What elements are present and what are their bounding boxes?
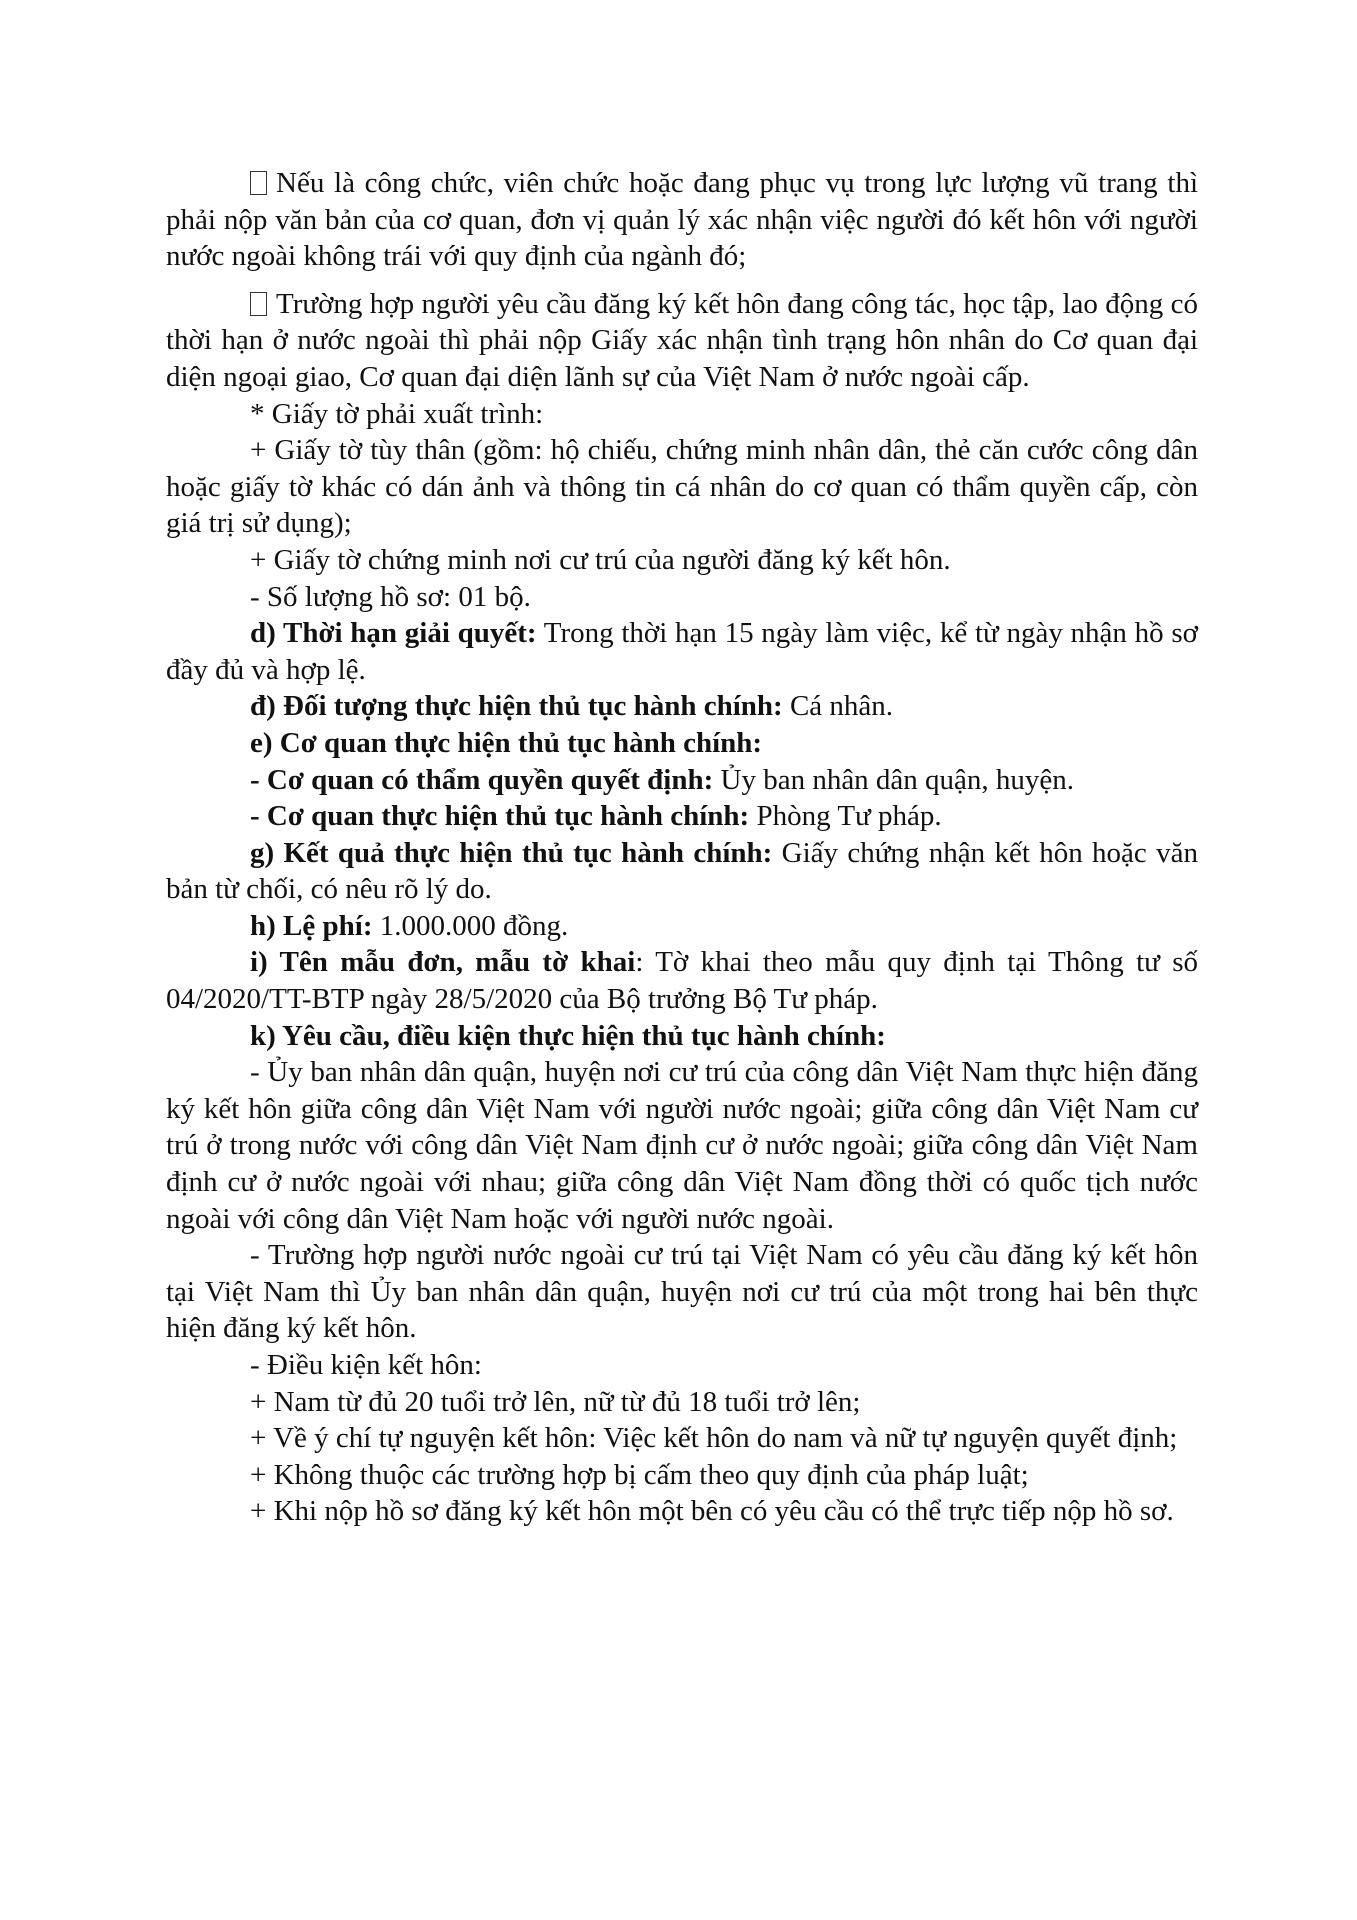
paragraph-identity-papers	[166, 432, 1198, 542]
paragraph-abroad	[166, 286, 1198, 396]
paragraph-form-name	[166, 944, 1198, 1017]
paragraph-fee	[166, 908, 1198, 945]
paragraph-documents-heading	[166, 396, 1198, 433]
paragraph-text: Nếu là công chức, viên chức hoặc đang phục vụ trong lực lượng vũ trang thì phải nộp văn bản của cơ quan, đơn vị quản lý xác nhận việc người đó kết hôn với người nước ngoài không trái với quy định của ngành đó;	[166, 167, 1198, 273]
section-heading: - Cơ quan thực hiện thủ tục hành chính:	[250, 800, 750, 833]
paragraph-voluntary-condition	[166, 1420, 1198, 1457]
paragraph-text: Ủy ban nhân dân quận, huyện.	[713, 763, 1075, 796]
paragraph-direct-submission	[166, 1493, 1198, 1530]
document-page	[166, 165, 1198, 1530]
paragraph-text: 1.000.000 đồng.	[372, 909, 569, 942]
paragraph-text: + Về ý chí tự nguyện kết hôn: Việc kết hôn do nam và nữ tự nguyện quyết định;	[250, 1422, 1178, 1455]
paragraph-text: * Giấy tờ phải xuất trình:	[250, 397, 544, 430]
paragraph-text: - Ủy ban nhân dân quận, huyện nơi cư trú của công dân Việt Nam thực hiện đăng ký kết hôn giữa công dân Việt Nam với người nước ngoài; giữa công dân Việt Nam cư trú ở trong nước với công dân Việt Nam định cư ở nước ngoài; giữa công dân Việt Nam định cư ở nước ngoài với nhau; giữa công dân Việt Nam đồng thời có quốc tịch nước ngoài với công dân Việt Nam hoặc với người nước ngoài.	[166, 1056, 1198, 1235]
checkbox-bullet-icon	[250, 171, 267, 195]
paragraph-foreigner-residing	[166, 1237, 1198, 1347]
paragraph-agency-heading	[166, 725, 1198, 762]
checkbox-bullet-icon	[250, 292, 267, 316]
section-heading: g) Kết quả thực hiện thủ tục hành chính:	[250, 836, 773, 869]
paragraph-requirements-heading	[166, 1018, 1198, 1055]
paragraph-text: Trong thời hạn 15 ngày làm việc, kể từ ngày nhận hồ sơ đầy đủ và hợp lệ.	[166, 617, 1198, 686]
paragraph-text: - Số lượng hồ sơ: 01 bộ.	[250, 580, 531, 613]
paragraph-text: Cá nhân.	[782, 690, 894, 723]
paragraph-implementing-agency	[166, 798, 1198, 835]
paragraph-text: + Không thuộc các trường hợp bị cấm theo quy định của pháp luật;	[250, 1458, 1029, 1491]
section-heading: h) Lệ phí:	[250, 909, 373, 942]
paragraph-deciding-agency	[166, 762, 1198, 799]
paragraph-text: Phòng Tư pháp.	[749, 800, 942, 833]
section-heading: d) Thời hạn giải quyết:	[250, 617, 537, 650]
paragraph-text: : Tờ khai theo mẫu quy định tại Thông tư số 04/2020/TT-BTP ngày 28/5/2020 của Bộ trưởng Bộ Tư pháp.	[166, 946, 1198, 1016]
paragraph-text: + Giấy tờ chứng minh nơi cư trú của người đăng ký kết hôn.	[250, 543, 951, 576]
paragraph-text: + Giấy tờ tùy thân (gồm: hộ chiếu, chứng minh nhân dân, thẻ căn cước công dân hoặc giấy tờ khác có dán ảnh và thông tin cá nhân do cơ quan có thẩm quyền cấp, còn giá trị sử dụng);	[166, 434, 1198, 540]
paragraph-civil-servant	[166, 165, 1198, 275]
paragraph-text: - Điều kiện kết hôn:	[250, 1349, 482, 1381]
paragraph-result	[166, 835, 1198, 908]
paragraph-text: Giấy chứng nhận kết hôn hoặc văn bản từ chối, có nêu rõ lý do.	[166, 836, 1198, 906]
paragraph-subjects	[166, 688, 1198, 725]
paragraph-prohibited-cases	[166, 1457, 1198, 1494]
section-heading: - Cơ quan có thẩm quyền quyết định:	[250, 763, 714, 796]
section-heading: k) Yêu cầu, điều kiện thực hiện thủ tục hành chính:	[250, 1019, 886, 1052]
paragraph-processing-time	[166, 615, 1198, 688]
paragraph-text: + Khi nộp hồ sơ đăng ký kết hôn một bên có yêu cầu có thể trực tiếp nộp hồ sơ.	[250, 1495, 1174, 1528]
section-heading: đ) Đối tượng thực hiện thủ tục hành chính:	[250, 690, 783, 723]
paragraph-text: Trường hợp người yêu cầu đăng ký kết hôn đang công tác, học tập, lao động có thời hạn ở nước ngoài thì phải nộp Giấy xác nhận tình trạng hôn nhân do Cơ quan đại diện ngoại giao, Cơ quan đại diện lãnh sự của Việt Nam ở nước ngoài cấp.	[166, 287, 1198, 393]
paragraph-residence-papers	[166, 542, 1198, 579]
paragraph-age-condition	[166, 1384, 1198, 1421]
paragraph-dossier-count	[166, 579, 1198, 616]
paragraph-text: + Nam từ đủ 20 tuổi trở lên, nữ từ đủ 18 tuổi trở lên;	[250, 1385, 861, 1418]
paragraph-marriage-conditions	[166, 1347, 1198, 1384]
section-heading: e) Cơ quan thực hiện thủ tục hành chính:	[250, 726, 763, 759]
paragraph-district-committee	[166, 1054, 1198, 1237]
paragraph-text: - Trường hợp người nước ngoài cư trú tại Việt Nam có yêu cầu đăng ký kết hôn tại Việt Nam thì Ủy ban nhân dân quận, huyện nơi cư trú của một trong hai bên thực hiện đăng ký kết hôn.	[166, 1239, 1198, 1345]
section-heading: i) Tên mẫu đơn, mẫu tờ khai	[250, 946, 636, 979]
